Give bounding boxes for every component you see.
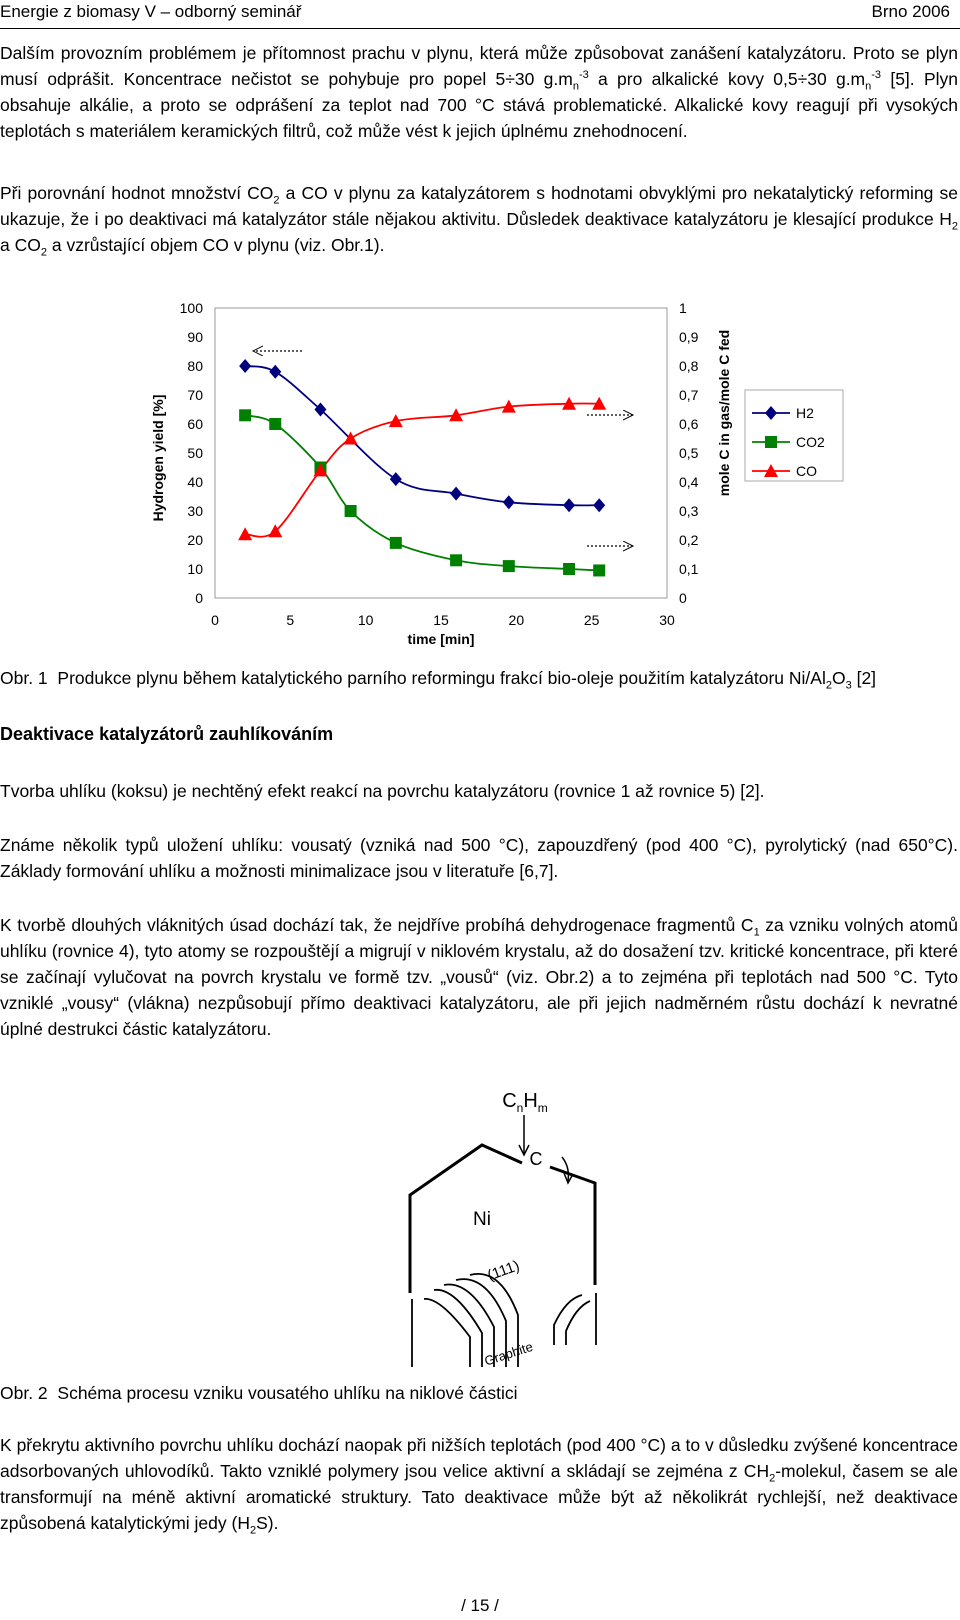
fig1-caption-text-3: [2]	[851, 668, 877, 688]
y2-tick-label: 1	[679, 300, 687, 316]
p6-sub-2: 2	[249, 1524, 257, 1537]
point-co	[238, 527, 252, 540]
paragraph-comparison	[0, 180, 958, 258]
legend-label-co2: CO2	[796, 434, 825, 450]
y-tick-label: 90	[187, 329, 203, 345]
legend-label-co: CO	[796, 463, 817, 479]
point-co2	[345, 505, 357, 517]
fig2-caption-text: Schéma procesu vzniku vousatého uhlíku na niklové částici	[57, 1383, 518, 1403]
p2-sub-2: 2	[951, 220, 958, 233]
point-h2	[450, 487, 462, 501]
fig1-caption-text-2: O	[831, 668, 846, 688]
p2-sub-3: 2	[40, 246, 47, 259]
carbon-label: C	[529, 1149, 543, 1169]
y2-tick-label: 0,1	[679, 561, 699, 577]
legend-marker-co2	[765, 436, 777, 448]
x-tick-label: 10	[357, 612, 374, 628]
point-h2	[390, 472, 402, 486]
y2-tick-label: 0,3	[679, 503, 699, 519]
y-tick-label: 0	[195, 590, 203, 606]
section-heading: Deaktivace katalyzátorů zauhlíkováním	[0, 724, 334, 744]
y2-tick-label: 0,4	[679, 474, 699, 490]
point-co2	[239, 409, 251, 421]
p2-text-4: a vzrůstající objem CO v plynu (viz. Obr.1).	[46, 235, 385, 255]
y-tick-label: 70	[187, 387, 203, 403]
fig1-caption-label: Obr. 1	[0, 668, 48, 688]
facet-label: (111)	[485, 1257, 522, 1285]
point-co2	[450, 554, 462, 566]
paragraph-dust	[0, 40, 958, 144]
point-h2	[593, 498, 605, 512]
p5-text-1: K tvorbě dlouhých vláknitých úsad dochází tak, že nejdříve probíhá dehydrogenace fragmentů C	[0, 915, 754, 935]
point-h2	[563, 498, 575, 512]
p5-text-2: za vzniku volných atomů uhlíku (rovnice 4), tyto atomy se rozpouštějí a migrují v niklovém krystalu, až do dosažení tzv. kritické koncentrace, při které se začínají vylučovat na povrch krystalu ve formě tzv. „vousů“ (viz. Obr.2) a to zejména při teplotách nad 500 °C. Tyto vzniklé „vousy“ (vlákna) nezpůsobují přímo deaktivaci katalyzátoru, ale při jejich nadměrném růstu dochází k nevratné úplné destrukci částic katalyzátoru.	[0, 915, 958, 1039]
y-tick-label: 40	[187, 474, 203, 490]
y-tick-label: 30	[187, 503, 203, 519]
y2-tick-label: 0,7	[679, 387, 699, 403]
paragraph-carbon-formation: Tvorba uhlíku (koksu) je nechtěný efekt reakcí na povrchu katalyzátoru (rovnice 1 až rovnice 5) [2].	[0, 781, 765, 801]
paragraph-carbon-types: Známe několik typů uložení uhlíku: vousatý (vzniká nad 500 °C), zapouzdřený (pod 400 °C), pyrolytický (nad 650°C). Základy formování uhlíku a možnosti minimalizace jsou v literatuře [6,7].	[0, 835, 958, 881]
x-tick-label: 15	[433, 612, 449, 628]
y-tick-label: 80	[187, 358, 203, 374]
point-co2	[390, 537, 402, 549]
series-line-co2	[245, 415, 599, 570]
cnhm-label: $C_nH_m$	[502, 1090, 548, 1115]
page-number: / 15 /	[461, 1596, 499, 1615]
y-tick-label: 20	[187, 532, 203, 548]
p1-sub-2: n	[865, 80, 872, 93]
p1-text-1: Dalším provozním problémem je přítomnost prachu v plynu, která může způsobovat zanášení katalyzátoru. Proto se plyn musí odprášit. Koncentrace nečistot se pohybuje pro popel 5÷30 g.m	[0, 43, 958, 89]
fig2-caption-label: Obr. 2	[0, 1383, 48, 1403]
p6-text-3: S).	[256, 1513, 279, 1533]
ni-label: Ni	[473, 1209, 491, 1230]
y2-axis-title: mole C in gas/mole C fed	[716, 329, 732, 497]
point-h2	[503, 495, 515, 509]
y2-tick-label: 0,8	[679, 358, 699, 374]
paragraph-polymer-carbon	[0, 1432, 958, 1536]
p1-sub-1: n	[572, 80, 579, 93]
fig2-caption	[0, 1380, 518, 1406]
y2-tick-label: 0	[679, 590, 687, 606]
y-tick-label: 100	[179, 300, 203, 316]
p2-text-3: a CO	[0, 235, 41, 255]
y2-tick-label: 0,5	[679, 445, 699, 461]
y-tick-label: 10	[187, 561, 203, 577]
p6-sub-1: 2	[769, 1472, 776, 1485]
x-tick-label: 0	[211, 612, 219, 628]
point-co2	[593, 564, 605, 576]
p1-text-3: [5]. Plyn obsahuje alkálie, a proto se odprášení za teplot nad 700 °C stává problematické. Alkalické kovy reagují při vysokých teplotách s materiálem keramických filtrů, což může vést k jejich úplnému znehodnocení.	[0, 69, 958, 141]
header-left: Energie z biomasy V – odborný seminář	[0, 2, 302, 21]
x-tick-label: 25	[583, 612, 600, 628]
p2-sub-1: 2	[273, 194, 280, 207]
y-axis-title: Hydrogen yield [%]	[150, 394, 166, 522]
graphite-label: Graphite	[482, 1338, 535, 1369]
plot-area	[215, 308, 667, 598]
p6-text-2: -molekul, časem se ale transformují na méně aktivní aromatické struktury. Tato deaktivace může být až několikrát rychlejší, než deaktivace způsobená katalytickými jedy (H	[0, 1461, 958, 1533]
p6-text-1: K překrytu aktivního povrchu uhlíku dochází naopak při nižších teplotách (pod 400 °C) a to v důsledku zvýšené koncentrace adsorbovaných uhlovodíků. Takto vzniklé polymery jsou velice aktivní a skládají se zejména z CH	[0, 1435, 958, 1481]
y2-tick-label: 0,2	[679, 532, 699, 548]
p1-text-2: a pro alkalické kovy 0,5÷30 g.m	[588, 69, 866, 89]
fig1-caption	[0, 665, 958, 691]
y2-tick-label: 0,9	[679, 329, 699, 345]
p1-sup-2: -3	[871, 69, 882, 82]
x-tick-label: 20	[508, 612, 525, 628]
p5-sub-1: 1	[753, 926, 760, 939]
p1-sup-1: -3	[578, 69, 589, 82]
series-line-co	[245, 403, 599, 536]
fig1-caption-text-1: Produkce plynu během katalytického parního reformingu frakcí bio-oleje použitím katalyzátoru Ni/Al	[57, 668, 826, 688]
gas-production-chart	[0, 290, 960, 660]
x-axis-title: time [min]	[407, 631, 475, 647]
legend-label-h2: H2	[796, 405, 814, 421]
point-h2	[239, 359, 251, 373]
x-tick-label: 30	[659, 612, 675, 628]
series-line-h2	[245, 366, 599, 505]
p2-text-2: a CO v plynu za katalyzátorem s hodnotami obvyklými pro nekatalytický reforming se ukazuje, že i po deaktivaci má katalyzátor stále nějakou aktivitu. Důsledek deaktivace katalyzátoru je klesající produkce H	[0, 183, 958, 229]
header-right: Brno 2006	[871, 2, 950, 21]
fig1-caption-sub-1: 2	[825, 679, 832, 692]
paragraph-whiskers	[0, 912, 958, 1042]
point-co2	[563, 563, 575, 575]
p2-text-1: Při porovnání hodnot množství CO	[0, 183, 274, 203]
fig1-caption-sub-2: 3	[845, 679, 852, 692]
whisker-carbon-diagram	[400, 1075, 640, 1375]
legend-box	[745, 390, 843, 481]
point-h2	[269, 365, 281, 379]
point-co2	[269, 418, 281, 430]
y-tick-label: 60	[187, 416, 203, 432]
y-tick-label: 50	[187, 445, 203, 461]
page-header	[0, 0, 960, 29]
y2-tick-label: 0,6	[679, 416, 699, 432]
point-co2	[503, 560, 515, 572]
x-tick-label: 5	[286, 612, 295, 628]
